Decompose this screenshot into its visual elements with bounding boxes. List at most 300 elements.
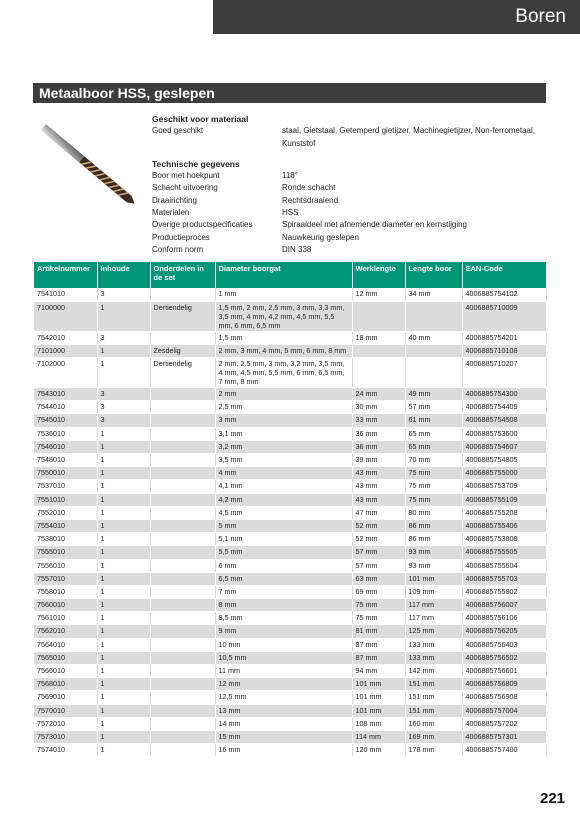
table-cell: 3: [97, 414, 150, 427]
table-cell: 12 mm: [215, 678, 352, 691]
table-cell: 4006885754409: [462, 401, 546, 414]
table-row: [34, 344, 546, 357]
table-cell: [150, 678, 215, 691]
table-row: [34, 638, 546, 651]
spec-label: Draairichting: [152, 195, 197, 205]
table-cell: 4006885754508: [462, 414, 546, 427]
drill-bit-image: [35, 110, 145, 220]
table-cell: 3,1 mm: [215, 427, 352, 440]
table-cell: 1: [97, 730, 150, 743]
table-cell: 75 mm: [352, 612, 405, 625]
table-cell: 7544010: [34, 401, 97, 414]
table-cell: [150, 625, 215, 638]
table-cell: 178 mm: [405, 744, 462, 757]
table-cell: 80 mm: [405, 506, 462, 519]
table-cell: 1,5 mm, 2 mm, 2,5 mm, 3 mm, 3,3 mm, 3,5 mm, 4 mm, 4,2 mm, 4,5 mm, 5,5 mm, 6 mm, 6,5 mm: [215, 301, 352, 331]
table-cell: 12 mm: [352, 288, 405, 301]
table-cell: 7551010: [34, 493, 97, 506]
table-cell: 52 mm: [352, 533, 405, 546]
table-row: [34, 331, 546, 344]
table-cell: 4006885756809: [462, 678, 546, 691]
table-cell: 14 mm: [215, 717, 352, 730]
table-cell: [150, 467, 215, 480]
spec-row: [152, 182, 552, 194]
table-cell: 114 mm: [352, 730, 405, 743]
table-cell: [150, 612, 215, 625]
table-cell: 40 mm: [405, 331, 462, 344]
table-cell: [150, 288, 215, 301]
table-cell: 1: [97, 493, 150, 506]
table-cell: [150, 744, 215, 757]
table-cell: 1,5 mm: [215, 331, 352, 344]
table-cell: [150, 427, 215, 440]
table-cell: 169 mm: [405, 730, 462, 743]
table-row: [34, 585, 546, 598]
table-cell: 39 mm: [352, 454, 405, 467]
table-cell: 52 mm: [352, 519, 405, 532]
table-cell: 4,5 mm: [215, 506, 352, 519]
spec-value: Nauwkeurig geslepen: [282, 232, 359, 242]
table-cell: 4006885753808: [462, 533, 546, 546]
table-cell: 3: [97, 401, 150, 414]
table-row: [34, 519, 546, 532]
table-cell: 65 mm: [405, 440, 462, 453]
spec-label: Conform norm: [152, 244, 204, 254]
table-cell: 109 mm: [405, 585, 462, 598]
table-cell: 75 mm: [405, 467, 462, 480]
table-cell: 5,5 mm: [215, 546, 352, 559]
table-cell: 4,2 mm: [215, 493, 352, 506]
table-cell: 108 mm: [352, 717, 405, 730]
table-cell: 3,2 mm: [215, 440, 352, 453]
chapter-header: [213, 0, 580, 34]
table-cell: 4 mm: [215, 467, 352, 480]
table-cell: 1: [97, 704, 150, 717]
spec-value: 118°: [282, 171, 298, 181]
table-cell: 4006885755802: [462, 585, 546, 598]
table-row: [34, 625, 546, 638]
table-cell: 10 mm: [215, 638, 352, 651]
spec-value: staal, Gietstaal, Getemperd gietijzer, Machinegietijzer, Non-ferrometaal, Kunststof: [282, 126, 536, 148]
table-cell: [352, 344, 405, 357]
table-cell: [405, 301, 462, 331]
table-cell: 4,1 mm: [215, 480, 352, 493]
table-cell: 36 mm: [352, 427, 405, 440]
spec-row: [152, 195, 552, 207]
table-cell: 4006885756205: [462, 625, 546, 638]
spec-row: [152, 232, 552, 244]
table-row: [34, 388, 546, 401]
table-cell: 5,1 mm: [215, 533, 352, 546]
spec-value: DIN 338: [282, 244, 312, 254]
table-cell: Dertiendelig: [150, 358, 215, 388]
table-cell: 4006885756403: [462, 638, 546, 651]
table-cell: 4006885754805: [462, 454, 546, 467]
table-cell: 4006885756502: [462, 651, 546, 664]
table-cell: 15 mm: [215, 730, 352, 743]
table-cell: 7561010: [34, 612, 97, 625]
table-row: [34, 599, 546, 612]
table-cell: 49 mm: [405, 388, 462, 401]
table-cell: 7565010: [34, 651, 97, 664]
table-cell: 7100000: [34, 301, 97, 331]
table-cell: 4006885755406: [462, 519, 546, 532]
table-cell: 7557010: [34, 572, 97, 585]
table-cell: 94 mm: [352, 665, 405, 678]
table-cell: 7573010: [34, 730, 97, 743]
table-cell: 1: [97, 467, 150, 480]
table-cell: 4006885755505: [462, 546, 546, 559]
table-cell: 47 mm: [352, 506, 405, 519]
table-cell: 1: [97, 506, 150, 519]
table-cell: 75 mm: [352, 599, 405, 612]
table-cell: 1: [97, 638, 150, 651]
table-cell: 1 mm: [215, 288, 352, 301]
table-cell: [150, 638, 215, 651]
table-cell: 1: [97, 717, 150, 730]
table-cell: 65 mm: [405, 427, 462, 440]
chapter-title: Boren: [515, 6, 566, 27]
spec-row: [152, 244, 552, 256]
table-row: [34, 559, 546, 572]
table-cell: 1: [97, 454, 150, 467]
table-cell: 4006885756106: [462, 612, 546, 625]
table-cell: 4006885757301: [462, 730, 546, 743]
table-cell: 1: [97, 744, 150, 757]
spec-row: [152, 170, 552, 182]
table-cell: 7555010: [34, 546, 97, 559]
table-cell: [150, 493, 215, 506]
table-cell: [150, 480, 215, 493]
table-cell: 24 mm: [352, 388, 405, 401]
table-cell: 6 mm: [215, 559, 352, 572]
table-cell: 4006885754607: [462, 440, 546, 453]
table-row: [34, 717, 546, 730]
technical-data-heading: Technische gegevens: [152, 158, 240, 169]
table-row: [34, 612, 546, 625]
table-row: [34, 744, 546, 757]
table-row: [34, 651, 546, 664]
table-cell: 93 mm: [405, 546, 462, 559]
table-cell: 2 mm, 2,5 mm, 3 mm, 3,2 mm, 3,5 mm, 4 mm, 4,5 mm, 5,5 mm, 6 mm, 6,5 mm, 7 mm, 8 mm: [215, 358, 352, 388]
column-header: Artikelnummer: [34, 262, 97, 288]
table-cell: 1: [97, 519, 150, 532]
spec-row: [152, 219, 552, 231]
table-header-row: [34, 262, 546, 288]
spec-label: Overige productspecificaties: [152, 220, 253, 230]
table-row: [34, 546, 546, 559]
table-cell: 4006885755208: [462, 506, 546, 519]
table-cell: 7542010: [34, 331, 97, 344]
table-cell: 3 mm: [215, 414, 352, 427]
table-cell: [150, 533, 215, 546]
table-cell: 1: [97, 625, 150, 638]
table-cell: [150, 651, 215, 664]
table-cell: 7568010: [34, 678, 97, 691]
table-cell: 7572010: [34, 717, 97, 730]
table-cell: 43 mm: [352, 480, 405, 493]
table-cell: 160 mm: [405, 717, 462, 730]
table-cell: [150, 585, 215, 598]
table-cell: 4006885755604: [462, 559, 546, 572]
table-cell: 1: [97, 691, 150, 704]
table-cell: 18 mm: [352, 331, 405, 344]
table-cell: [150, 599, 215, 612]
table-cell: 6,5 mm: [215, 572, 352, 585]
table-cell: 30 mm: [352, 401, 405, 414]
table-row: [34, 691, 546, 704]
table-cell: 2 mm, 3 mm, 4 mm, 5 mm, 6 mm, 8 mm: [215, 344, 352, 357]
table-cell: [352, 301, 405, 331]
table-cell: 86 mm: [405, 519, 462, 532]
table-cell: 75 mm: [405, 480, 462, 493]
table-cell: [150, 440, 215, 453]
table-cell: 4006885710207: [462, 358, 546, 388]
table-cell: 1: [97, 427, 150, 440]
column-header: Werklengte: [352, 262, 405, 288]
table-cell: 7569010: [34, 691, 97, 704]
table-cell: 4006885756601: [462, 665, 546, 678]
table-row: [34, 301, 546, 331]
table-cell: [150, 414, 215, 427]
table-cell: 5 mm: [215, 519, 352, 532]
table-cell: 61 mm: [405, 414, 462, 427]
table-cell: 7554010: [34, 519, 97, 532]
table-cell: 4006885755109: [462, 493, 546, 506]
spec-value: Ronde schacht: [282, 183, 336, 193]
table-cell: 7570010: [34, 704, 97, 717]
table-cell: 43 mm: [352, 493, 405, 506]
table-cell: [150, 388, 215, 401]
table-row: [34, 427, 546, 440]
table-cell: [150, 691, 215, 704]
table-cell: [150, 665, 215, 678]
table-cell: 4006885757202: [462, 717, 546, 730]
table-row: [34, 506, 546, 519]
table-cell: 36 mm: [352, 440, 405, 453]
spec-row-suitable: [152, 125, 552, 150]
table-cell: 101 mm: [405, 572, 462, 585]
table-cell: 1: [97, 572, 150, 585]
spec-label: Materialen: [152, 208, 190, 218]
table-cell: 4006885755703: [462, 572, 546, 585]
table-cell: 151 mm: [405, 678, 462, 691]
spec-label: Schacht uitvoering: [152, 183, 218, 193]
table-cell: 1: [97, 533, 150, 546]
table-cell: [150, 704, 215, 717]
table-cell: 57 mm: [352, 559, 405, 572]
table-cell: 69 mm: [352, 585, 405, 598]
table-cell: [150, 331, 215, 344]
table-cell: 7538010: [34, 533, 97, 546]
table-cell: 1: [97, 344, 150, 357]
table-row: [34, 533, 546, 546]
table-cell: [150, 401, 215, 414]
section-title-bar: [33, 83, 546, 103]
table-cell: 86 mm: [405, 533, 462, 546]
column-header: EAN-Code: [462, 262, 546, 288]
table-cell: 120 mm: [352, 744, 405, 757]
spec-label: Boor met hoekpunt: [152, 171, 220, 181]
table-cell: 4006885754201: [462, 331, 546, 344]
table-cell: 151 mm: [405, 691, 462, 704]
table-cell: 7562010: [34, 625, 97, 638]
spec-label: Productieproces: [152, 232, 210, 242]
table-row: [34, 358, 546, 388]
table-row: [34, 665, 546, 678]
table-cell: 93 mm: [405, 559, 462, 572]
table-cell: 101 mm: [352, 704, 405, 717]
table-cell: 117 mm: [405, 599, 462, 612]
table-row: [34, 454, 546, 467]
table-cell: 4006885710108: [462, 344, 546, 357]
table-cell: 1: [97, 651, 150, 664]
table-cell: 87 mm: [352, 638, 405, 651]
table-cell: Dertiendelig: [150, 301, 215, 331]
table-cell: 4006885753600: [462, 427, 546, 440]
table-cell: 7537010: [34, 480, 97, 493]
table-cell: 43 mm: [352, 467, 405, 480]
table-cell: [405, 358, 462, 388]
table-cell: 7101000: [34, 344, 97, 357]
table-cell: [150, 519, 215, 532]
table-cell: 8,5 mm: [215, 612, 352, 625]
column-header: Onderdelen in de set: [150, 262, 215, 288]
table-cell: 3,5 mm: [215, 454, 352, 467]
table-cell: 7560010: [34, 599, 97, 612]
table-row: [34, 414, 546, 427]
table-cell: Zesdelig: [150, 344, 215, 357]
table-row: [34, 401, 546, 414]
table-cell: 101 mm: [352, 678, 405, 691]
table-row: [34, 678, 546, 691]
product-specifications: [152, 113, 552, 256]
table-cell: 7541010: [34, 288, 97, 301]
column-header: Lengte boor: [405, 262, 462, 288]
table-cell: 125 mm: [405, 625, 462, 638]
table-row: [34, 493, 546, 506]
table-cell: 11 mm: [215, 665, 352, 678]
table-cell: 7543010: [34, 388, 97, 401]
table-row: [34, 704, 546, 717]
table-cell: 81 mm: [352, 625, 405, 638]
table-cell: 1: [97, 678, 150, 691]
table-row: [34, 730, 546, 743]
table-cell: 101 mm: [352, 691, 405, 704]
table-cell: 8 mm: [215, 599, 352, 612]
table-cell: 1: [97, 480, 150, 493]
table-cell: 63 mm: [352, 572, 405, 585]
table-cell: 4006885756007: [462, 599, 546, 612]
table-cell: [150, 730, 215, 743]
table-cell: 87 mm: [352, 651, 405, 664]
table-cell: 1: [97, 440, 150, 453]
spec-value: HSS: [282, 208, 299, 218]
table-cell: 7545010: [34, 414, 97, 427]
table-body: [34, 288, 546, 757]
table-cell: 4006885753709: [462, 480, 546, 493]
table-cell: 2,5 mm: [215, 401, 352, 414]
page-number: 221: [540, 790, 566, 807]
table-cell: [150, 559, 215, 572]
table-cell: 7566010: [34, 665, 97, 678]
table-cell: [150, 572, 215, 585]
table-row: [34, 480, 546, 493]
table-cell: 4006885755000: [462, 467, 546, 480]
table-cell: [150, 506, 215, 519]
table-cell: 7550010: [34, 467, 97, 480]
table-row: [34, 440, 546, 453]
table-cell: 3: [97, 288, 150, 301]
table-cell: 4006885757400: [462, 744, 546, 757]
table-cell: 2 mm: [215, 388, 352, 401]
table-cell: 7102000: [34, 358, 97, 388]
table-cell: 133 mm: [405, 638, 462, 651]
table-cell: [352, 358, 405, 388]
table-cell: 7574010: [34, 744, 97, 757]
table-cell: 33 mm: [352, 414, 405, 427]
table-cell: [150, 717, 215, 730]
table-cell: 34 mm: [405, 288, 462, 301]
table-cell: 9 mm: [215, 625, 352, 638]
table-cell: 4006885754102: [462, 288, 546, 301]
table-cell: 13 mm: [215, 704, 352, 717]
table-cell: 57 mm: [352, 546, 405, 559]
column-header: Inhoude: [97, 262, 150, 288]
product-table: [34, 262, 547, 757]
table-cell: 117 mm: [405, 612, 462, 625]
suitable-material-heading: Geschikt voor materiaal: [152, 114, 249, 124]
table-cell: 1: [97, 665, 150, 678]
column-header: Diameter boorgat: [215, 262, 352, 288]
table-row: [34, 572, 546, 585]
spec-value: Spiraaldeel met afnemende diameter en kernstijging: [282, 220, 467, 230]
table-cell: [150, 546, 215, 559]
spec-row: [152, 207, 552, 219]
table-cell: 7552010: [34, 506, 97, 519]
table-cell: 7546010: [34, 440, 97, 453]
table-cell: 70 mm: [405, 454, 462, 467]
table-cell: 1: [97, 301, 150, 331]
table-cell: 1: [97, 546, 150, 559]
table-cell: [150, 454, 215, 467]
table-cell: 75 mm: [405, 493, 462, 506]
table-cell: 133 mm: [405, 651, 462, 664]
table-cell: 1: [97, 585, 150, 598]
table-cell: 4006885756908: [462, 691, 546, 704]
table-cell: 7548010: [34, 454, 97, 467]
table-cell: 1: [97, 599, 150, 612]
spec-label: Goed geschikt: [152, 126, 204, 136]
table-cell: 7556010: [34, 559, 97, 572]
table-row: [34, 288, 546, 301]
table-cell: [405, 344, 462, 357]
spec-value: Rechtsdraaiend: [282, 195, 339, 205]
table-row: [34, 467, 546, 480]
table-cell: 12,5 mm: [215, 691, 352, 704]
table-cell: 10,5 mm: [215, 651, 352, 664]
table-cell: 151 mm: [405, 704, 462, 717]
table-cell: 1: [97, 612, 150, 625]
table-cell: 1: [97, 358, 150, 388]
table-cell: 4006885754300: [462, 388, 546, 401]
table-cell: 57 mm: [405, 401, 462, 414]
table-cell: 7558010: [34, 585, 97, 598]
table-cell: 7536010: [34, 427, 97, 440]
table-cell: 16 mm: [215, 744, 352, 757]
section-title: Metaalboor HSS, geslepen: [39, 85, 215, 101]
table-cell: 1: [97, 559, 150, 572]
